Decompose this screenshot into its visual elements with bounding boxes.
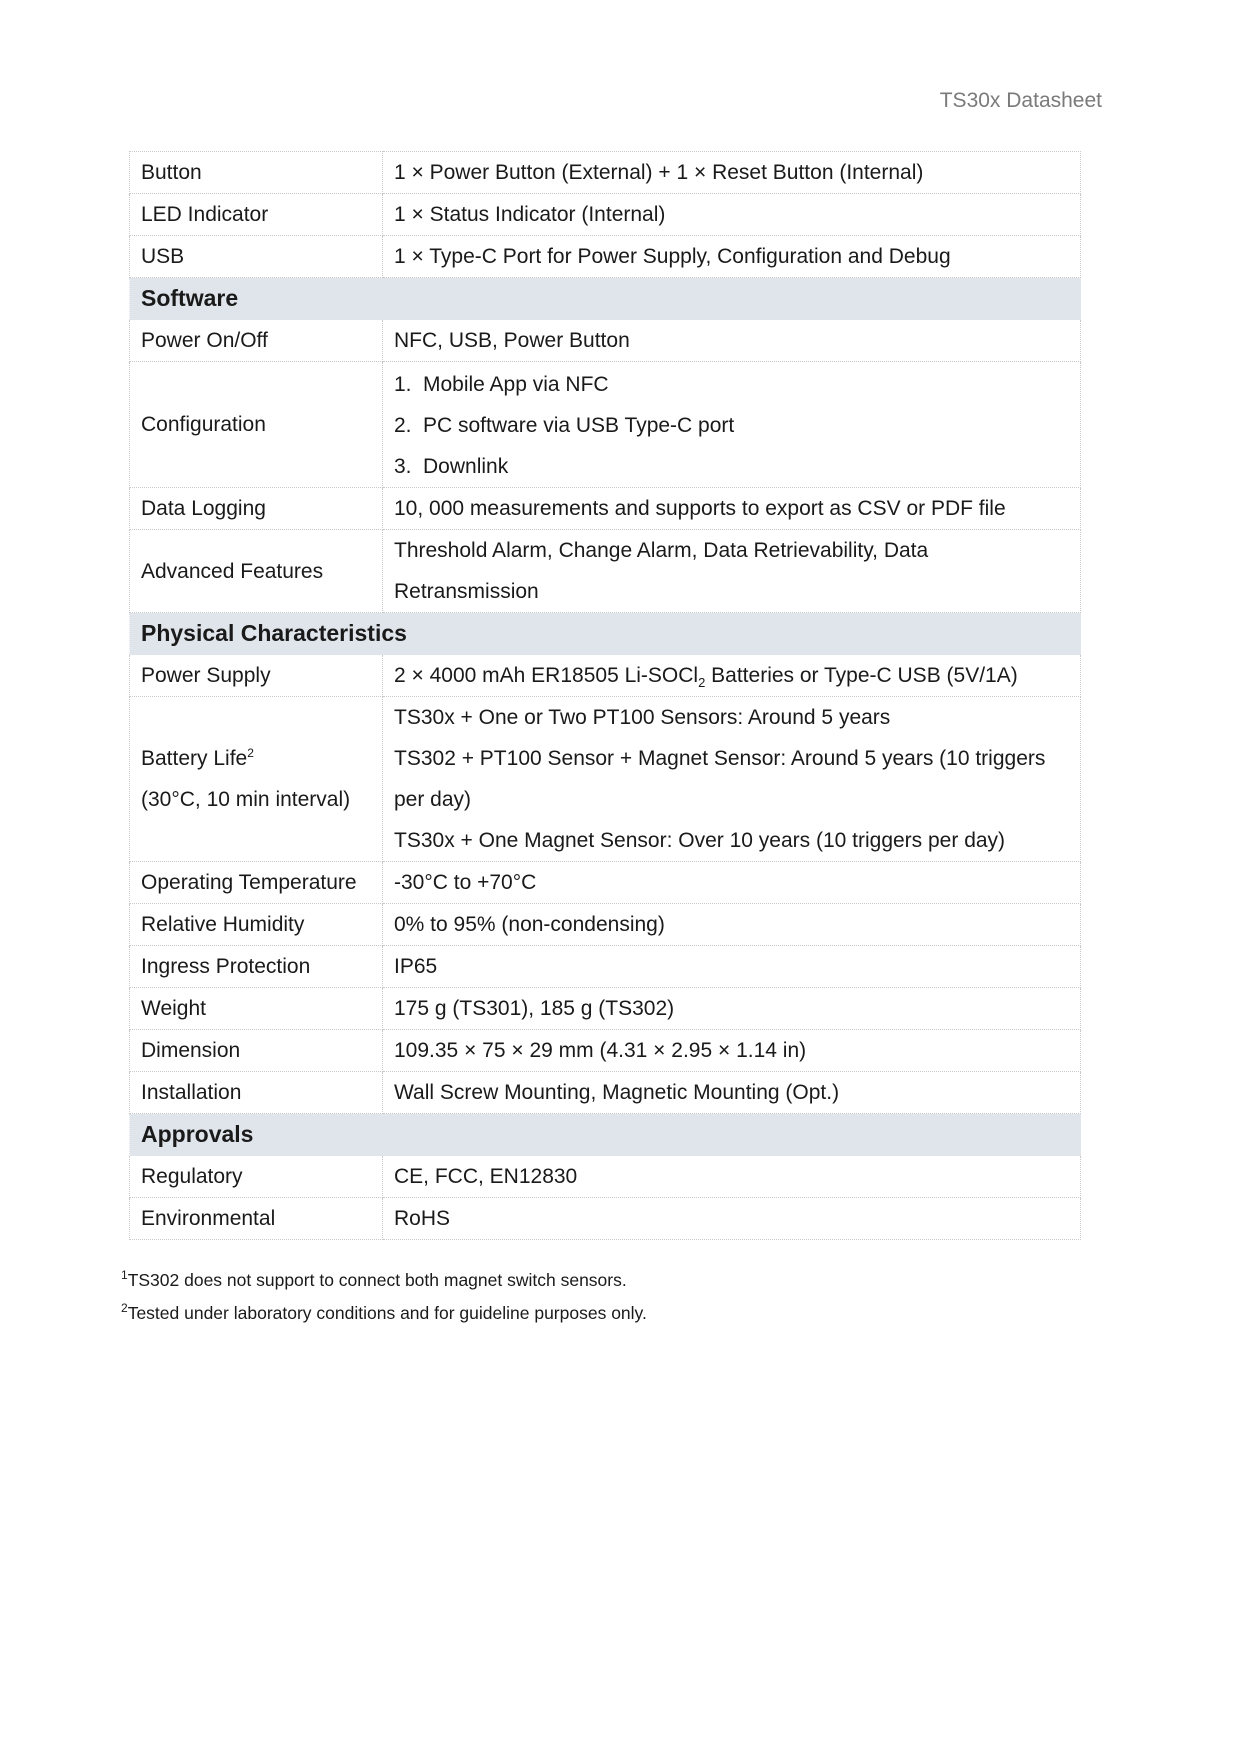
- row-label: Ingress Protection: [130, 946, 383, 988]
- row-value: NFC, USB, Power Button: [383, 320, 1081, 362]
- row-label: Data Logging: [130, 488, 383, 530]
- section-header-row: [130, 278, 1081, 320]
- row-value: [383, 530, 1081, 613]
- row-label: Power Supply: [130, 655, 383, 697]
- row-value: 10, 000 measurements and supports to export as CSV or PDF file: [383, 488, 1081, 530]
- section-header-row: [130, 613, 1081, 655]
- list-item: 3. Downlink: [394, 455, 509, 478]
- row-value: RoHS: [383, 1198, 1081, 1240]
- table-row: [130, 530, 1081, 613]
- list-item: 2. PC software via USB Type-C port: [394, 414, 735, 437]
- table-row: [130, 862, 1081, 904]
- value-line: Threshold Alarm, Change Alarm, Data Retrievability, Data: [394, 539, 929, 562]
- row-value: 2 × 4000 mAh ER18505 Li-SOCl$_2$ Batteries or Type-C USB (5V/1A): [383, 655, 1081, 697]
- row-label: Dimension: [130, 1030, 383, 1072]
- value-line: TS30x + One or Two PT100 Sensors: Around 5 years: [394, 706, 891, 729]
- value-line: TS30x + One Magnet Sensor: Over 10 years (10 triggers per day): [394, 829, 1006, 852]
- row-value: [383, 697, 1081, 862]
- row-value: 1 × Status Indicator (Internal): [383, 194, 1081, 236]
- table-row: [130, 1030, 1081, 1072]
- row-label: LED Indicator: [130, 194, 383, 236]
- list-item: 1. Mobile App via NFC: [394, 373, 609, 396]
- row-value: IP65: [383, 946, 1081, 988]
- table-row: [130, 655, 1081, 697]
- value-line: Retransmission: [394, 580, 539, 603]
- section-header-physical: Physical Characteristics: [130, 613, 1081, 655]
- footnote: $^1$TS302 does not support to connect both magnet switch sensors.: [121, 1268, 627, 1290]
- table-row: [130, 236, 1081, 278]
- footnote: $^2$Tested under laboratory conditions and for guideline purposes only.: [121, 1301, 647, 1323]
- table-row: [130, 1198, 1081, 1240]
- row-label: Battery Life$^2$ (30°C, 10 min interval): [130, 697, 383, 862]
- table-row: [130, 194, 1081, 236]
- row-value: 0% to 95% (non-condensing): [383, 904, 1081, 946]
- spec-table: [129, 151, 1081, 1240]
- row-value: 175 g (TS301), 185 g (TS302): [383, 988, 1081, 1030]
- row-label: Installation: [130, 1072, 383, 1114]
- row-label: Button: [130, 152, 383, 194]
- table-row: [130, 697, 1081, 862]
- section-header-approvals: Approvals: [130, 1114, 1081, 1156]
- row-label: Environmental: [130, 1198, 383, 1240]
- row-label: Regulatory: [130, 1156, 383, 1198]
- value-line: per day): [394, 788, 472, 811]
- row-label: Advanced Features: [130, 530, 383, 613]
- section-header-row: [130, 1114, 1081, 1156]
- row-value: 109.35 × 75 × 29 mm (4.31 × 2.95 × 1.14 in): [383, 1030, 1081, 1072]
- row-label: USB: [130, 236, 383, 278]
- row-label: Power On/Off: [130, 320, 383, 362]
- row-value: -30°C to +70°C: [383, 862, 1081, 904]
- page-header-title: TS30x Datasheet: [939, 89, 1102, 112]
- row-value: [383, 362, 1081, 488]
- table-row: [130, 152, 1081, 194]
- table-row: [130, 904, 1081, 946]
- row-label: Relative Humidity: [130, 904, 383, 946]
- table-row: [130, 1072, 1081, 1114]
- row-value: Wall Screw Mounting, Magnetic Mounting (Opt.): [383, 1072, 1081, 1114]
- section-header-software: Software: [130, 278, 1081, 320]
- table-row: [130, 488, 1081, 530]
- row-label: Configuration: [130, 362, 383, 488]
- table-row: [130, 320, 1081, 362]
- row-label: Weight: [130, 988, 383, 1030]
- row-value: CE, FCC, EN12830: [383, 1156, 1081, 1198]
- table-row: [130, 1156, 1081, 1198]
- row-value: 1 × Power Button (External) + 1 × Reset Button (Internal): [383, 152, 1081, 194]
- row-label: Operating Temperature: [130, 862, 383, 904]
- footnotes: [121, 1264, 647, 1330]
- value-line: TS302 + PT100 Sensor + Magnet Sensor: Around 5 years (10 triggers: [394, 747, 1046, 770]
- table-row: [130, 988, 1081, 1030]
- table-row: [130, 362, 1081, 488]
- row-value: 1 × Type-C Port for Power Supply, Configuration and Debug: [383, 236, 1081, 278]
- table-row: [130, 946, 1081, 988]
